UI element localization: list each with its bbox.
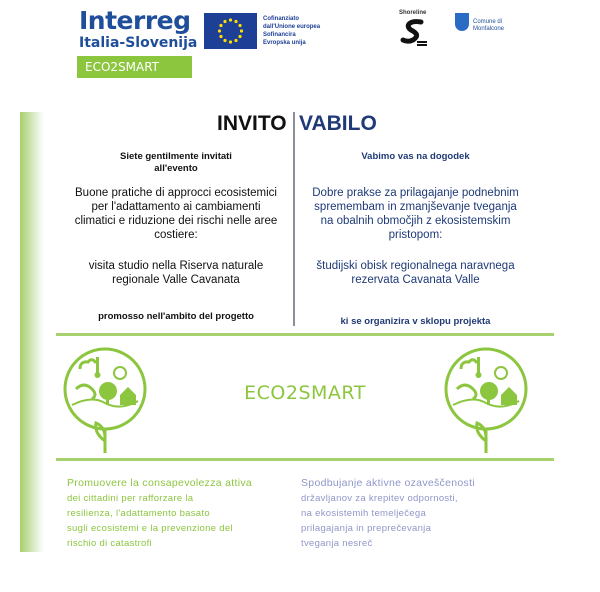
slovenian-caption xyxy=(301,476,536,551)
italian-visit xyxy=(60,259,292,287)
slovenian-visit-line: rezervata Cavanata Valle xyxy=(351,274,480,286)
eu-text-line: Evropska unija xyxy=(263,40,306,46)
eu-text-line: Sofinancira xyxy=(263,32,296,38)
project-banner xyxy=(56,339,554,459)
italian-invited xyxy=(60,151,292,175)
shoreline-label: Shoreline xyxy=(399,10,427,16)
header xyxy=(0,0,600,82)
eu-star-icon xyxy=(218,29,221,32)
banner-rule-bottom xyxy=(56,458,554,461)
title-italian: INVITO xyxy=(217,112,287,135)
italian-caption-line: sugli ecosistemi e la prevenzione del xyxy=(67,523,233,534)
eu-star-icon xyxy=(219,35,222,38)
monfalcone-crest-icon xyxy=(455,13,469,31)
italian-caption-line: resilienza, l'adattamento basato xyxy=(67,508,210,519)
eu-star-icon xyxy=(219,24,222,27)
slovenian-event-line: na obalnih območjih z ekosistemskim xyxy=(320,215,511,227)
italian-caption-line: Promuovere la consapevolezza attiva xyxy=(67,477,253,489)
shoreline-mark-icon xyxy=(399,16,429,46)
eu-star-icon xyxy=(223,39,226,42)
banner-title: ECO2SMART xyxy=(244,382,366,404)
slovenian-caption-line: Spodbujanje aktivne ozaveščenosti xyxy=(301,477,475,489)
slovenian-organized: ki se organizira v sklopu projekta xyxy=(340,316,491,327)
eu-cofunding-text xyxy=(263,15,320,47)
monfalcone-label-line: Comune di xyxy=(473,19,503,25)
slovenian-visit xyxy=(298,259,533,287)
slovenian-caption-line: državljanov za krepitev odpornosti, xyxy=(301,493,458,504)
interreg-logo xyxy=(79,8,197,52)
title-slovenian: VABILO xyxy=(299,112,377,135)
eu-star-icon xyxy=(240,29,243,32)
slovenian-event-title xyxy=(298,186,533,242)
italian-invited-line: all'evento xyxy=(154,163,198,174)
eu-star-icon xyxy=(238,24,241,27)
interreg-word: Interreg xyxy=(79,6,191,35)
italian-caption-line: rischio di catastrofi xyxy=(67,538,152,549)
italian-event-line: per l'adattamento ai cambiamenti xyxy=(91,201,261,213)
italian-promoted: promosso nell'ambito del progetto xyxy=(98,311,254,322)
eu-star-icon xyxy=(234,20,237,23)
italian-invited-line: Siete gentilmente invitati xyxy=(120,151,232,162)
italian-event-title xyxy=(60,186,292,242)
eu-text-line: Cofinanziato xyxy=(263,16,299,22)
italian-visit-line: visita studio nella Riserva naturale xyxy=(88,260,264,272)
slovenian-caption-line: tveganja nesreč xyxy=(301,538,373,549)
eu-star-icon xyxy=(223,20,226,23)
slovenian-caption-line: prilagajanja in preprečevanja xyxy=(301,523,432,534)
italian-event-line: costiere: xyxy=(154,229,198,241)
italian-event-line: climatici e riduzione dei rischi nelle aree xyxy=(74,215,278,227)
italian-event-line: Buone pratiche di approcci ecosistemici xyxy=(75,187,277,199)
monfalcone-logo xyxy=(455,13,525,53)
monfalcone-label xyxy=(473,19,504,33)
interreg-sub: Italia-Slovenija xyxy=(79,35,198,51)
left-accent-bar xyxy=(20,112,44,552)
eu-text-line: dall'Unione europea xyxy=(263,24,321,30)
slovenian-event-line: pristopom: xyxy=(388,229,443,241)
eu-star-icon xyxy=(238,35,241,38)
project-badge: ECO2SMART xyxy=(77,56,192,78)
column-divider xyxy=(293,112,295,326)
slovenian-caption-line: na ekosistemih temelječega xyxy=(301,508,427,519)
climate-ecosystem-icon xyxy=(443,345,529,455)
eu-star-icon xyxy=(229,40,232,43)
monfalcone-label-line: Monfalcone xyxy=(473,26,505,32)
eu-star-icon xyxy=(234,39,237,42)
slovenian-event-line: spremembam in zmanjševanje tveganja xyxy=(314,201,517,213)
eu-star-icon xyxy=(229,18,232,21)
banner-rule-top xyxy=(56,333,554,336)
italian-caption-line: dei cittadini per rafforzare la xyxy=(67,493,194,504)
slovenian-visit-line: študijski obisk regionalnega naravnega xyxy=(316,260,515,272)
slovenian-invited: Vabimo vas na dogodek xyxy=(361,151,470,162)
shoreline-logo-icon xyxy=(399,10,439,50)
slovenian-event-line: Dobre prakse za prilagajanje podnebnim xyxy=(312,187,519,199)
italian-caption xyxy=(67,476,287,551)
italian-visit-line: regionale Valle Cavanata xyxy=(112,274,240,286)
eu-flag-icon xyxy=(204,13,257,49)
